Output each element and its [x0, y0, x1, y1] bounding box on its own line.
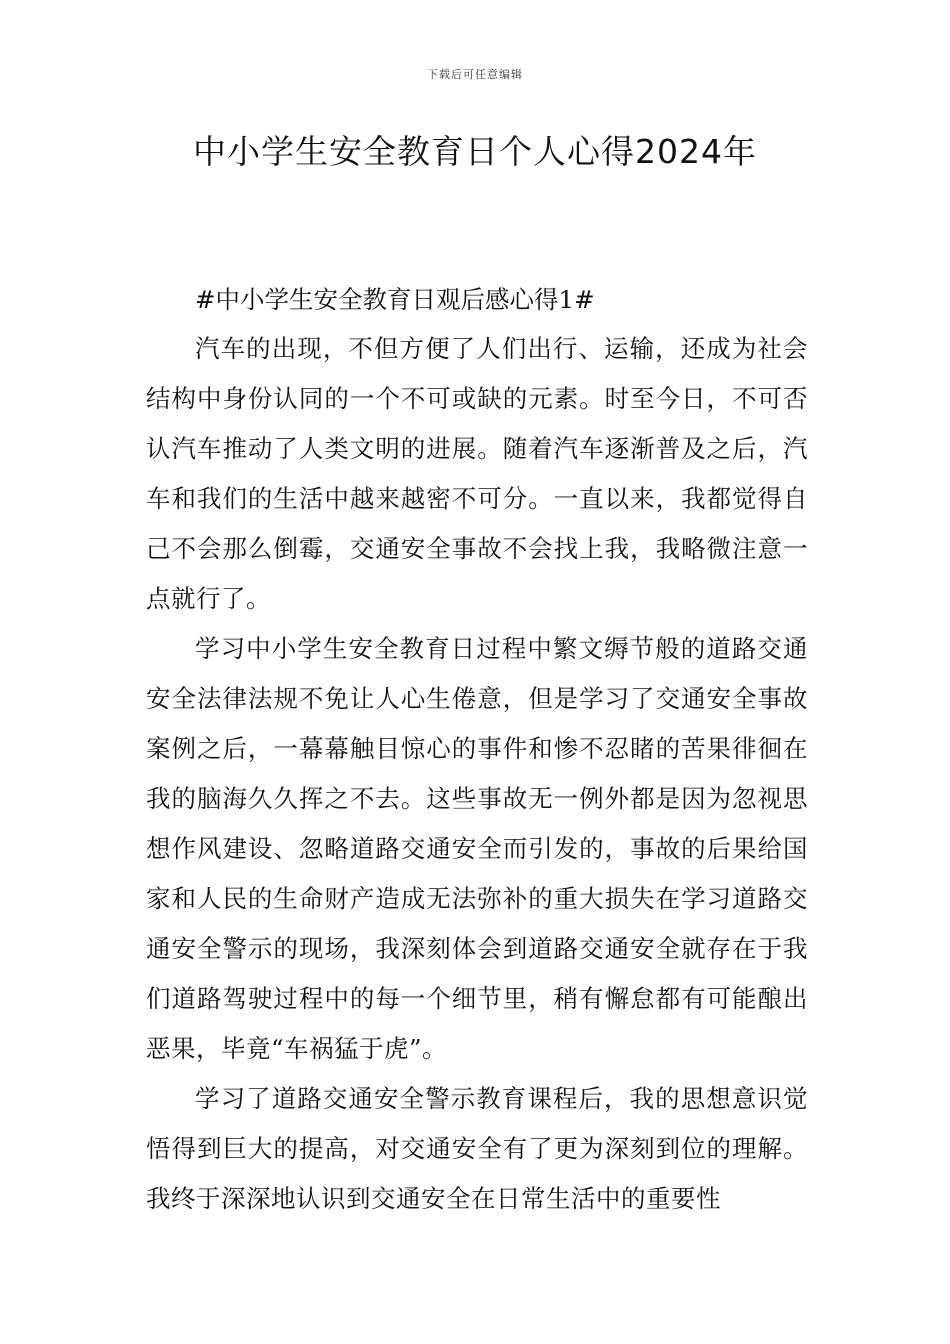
- header-note: 下载后可任意编辑: [427, 68, 523, 81]
- section-heading: #中小学生安全教育日观后感心得1#: [195, 285, 595, 314]
- document-title: 中小学生安全教育日个人心得2024年: [193, 132, 757, 171]
- paragraph-2: 学习中小学生安全教育日过程中繁文缛节般的道路交通安全法律法规不免让人心生倦意，但是学习了交通安全事故案例之后，一幕幕触目惊心的事件和惨不忍睹的苦果徘徊在我的脑海久久挥之不去。这些事故无一例外都是因为忽视思想作风建设、忽略道路交通安全而引发的，事故的后果给国家和人民的生命财产造成无法弥补的重大损失在学习道路交通安全警示的现场，我深刻体会到道路交通安全就存在于我们道路驾驶过程中的每一个细节里，稍有懈怠都有可能酿出恶果，毕竟“车祸猛于虎”。: [146, 634, 808, 1063]
- document-body: [146, 280, 808, 1224]
- paragraph-1: 汽车的出现，不但方便了人们出行、运输，还成为社会结构中身份认同的一个不可或缺的元素。时至今日，不可否认汽车推动了人类文明的进展。随着汽车逐渐普及之后，汽车和我们的生活中越来越密不可分。一直以来，我都觉得自己不会那么倒霉，交通安全事故不会找上我，我略微注意一点就行了。: [146, 334, 808, 613]
- paragraph-3: 学习了道路交通安全警示教育课程后，我的思想意识觉悟得到巨大的提高，对交通安全有了更为深刻到位的理解。我终于深深地认识到交通安全在日常生活中的重要性: [146, 1084, 808, 1213]
